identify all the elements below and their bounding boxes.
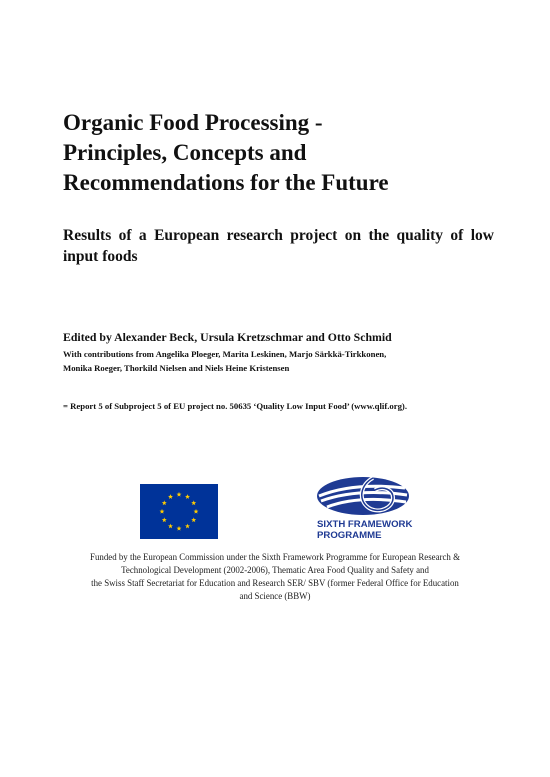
- title-line: Principles, Concepts and: [63, 140, 307, 165]
- document-title: [63, 108, 493, 198]
- editors-line: Edited by Alexander Beck, Ursula Kretzschmar and Otto Schmid: [63, 330, 392, 344]
- contributors-line: Monika Roeger, Thorkild Nielsen and Niels Heine Kristensen: [63, 362, 290, 373]
- funding-line: Technological Development (2002-2006), Thematic Area Food Quality and Safety and: [121, 565, 429, 575]
- fp6-logo-line: SIXTH FRAMEWORK: [317, 519, 413, 530]
- eu-flag-icon: [140, 484, 218, 539]
- funding-line: Funded by the European Commission under the Sixth Framework Programme for European Research &: [90, 552, 460, 562]
- document-subtitle: Results of a European research project on the quality of low input foods: [63, 227, 494, 265]
- fp6-logo-line: PROGRAMME: [317, 530, 382, 541]
- funding-line: the Swiss Staff Secretariat for Education and Research SER/ SBV (former Federal Office for Education: [91, 578, 459, 588]
- report-note: = Report 5 of Subproject 5 of EU project no. 50635 ‘Quality Low Input Food’ (www.qlif.org).: [63, 401, 407, 411]
- contributors-block: [63, 348, 386, 375]
- funding-line: and Science (BBW): [239, 591, 311, 601]
- funding-statement: [55, 551, 495, 603]
- title-line: Organic Food Processing -: [63, 110, 323, 135]
- sixth-framework-programme-logo: [313, 470, 416, 545]
- title-line: Recommendations for the Future: [63, 170, 389, 195]
- fp6-swirl-graphic: [317, 477, 409, 515]
- contributors-line: With contributions from Angelika Ploeger, Marita Leskinen, Marjo Särkkä-Tirkkonen,: [63, 349, 387, 359]
